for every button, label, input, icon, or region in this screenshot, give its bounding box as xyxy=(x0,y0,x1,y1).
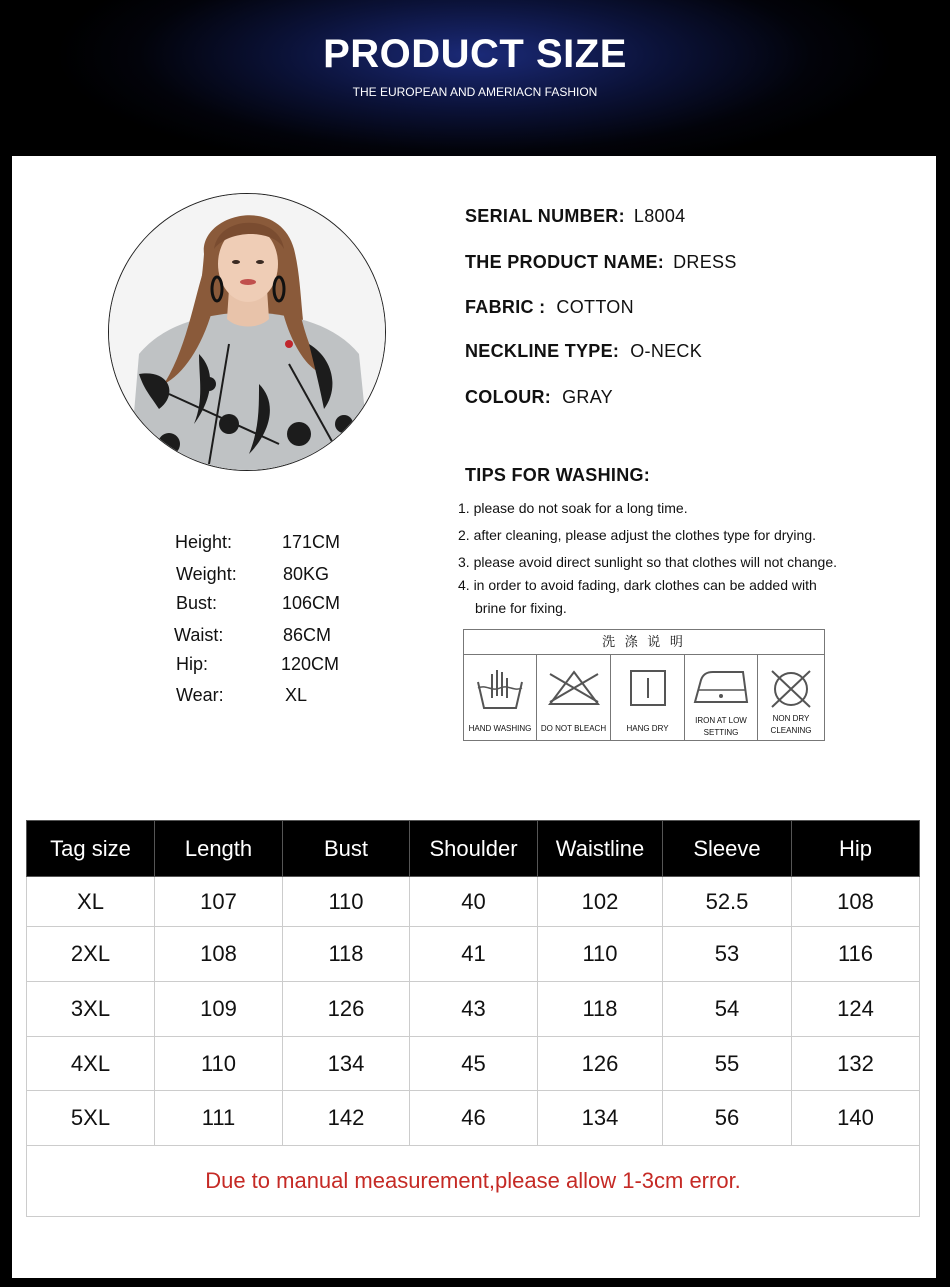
care-label: DO NOT BLEACH xyxy=(540,724,607,733)
hang-dry-icon xyxy=(628,668,668,708)
washing-tip: 2. after cleaning, please adjust the clothes type for drying. xyxy=(458,527,816,543)
table-cell: 108 xyxy=(792,877,920,927)
washing-tip: 1. please do not soak for a long time. xyxy=(458,500,688,516)
table-cell: 40 xyxy=(410,877,538,927)
header-waistline: Waistline xyxy=(538,821,663,877)
care-instructions xyxy=(463,629,825,741)
table-row xyxy=(27,877,920,927)
header-sleeve: Sleeve xyxy=(663,821,792,877)
table-cell: 56 xyxy=(663,1091,792,1146)
model-weight-value: 80KG xyxy=(283,564,330,584)
care-item-do-not-bleach xyxy=(537,654,611,740)
spec-value: DRESS xyxy=(673,252,737,272)
washing-tips-title: TIPS FOR WASHING: xyxy=(465,465,651,485)
table-cell: 110 xyxy=(538,927,663,982)
table-cell: 124 xyxy=(792,982,920,1037)
model-photo xyxy=(108,193,386,471)
table-cell: 43 xyxy=(410,982,538,1037)
table-cell: 126 xyxy=(283,982,410,1037)
size-table xyxy=(26,820,920,1217)
banner-title: PRODUCT SIZE xyxy=(323,32,627,76)
model-wear-label: Wear: xyxy=(176,685,224,705)
spec-value: COTTON xyxy=(556,297,634,317)
table-cell: 46 xyxy=(410,1091,538,1146)
size-table-header xyxy=(27,821,920,877)
spec-value: O-NECK xyxy=(630,341,703,361)
spec-product-name xyxy=(465,252,737,273)
spec-colour xyxy=(465,387,613,408)
washing-tip: 3. please avoid direct sunlight so that clothes will not change. xyxy=(458,554,838,570)
table-cell: 118 xyxy=(283,927,410,982)
table-cell: 110 xyxy=(155,1037,283,1091)
table-row xyxy=(27,927,920,982)
spec-serial-number xyxy=(465,206,685,227)
table-cell: 132 xyxy=(792,1037,920,1091)
table-cell: 116 xyxy=(792,927,920,982)
table-cell: 118 xyxy=(538,982,663,1037)
spec-label: FABRIC : xyxy=(465,297,546,317)
table-note-row xyxy=(27,1146,920,1217)
header-shoulder: Shoulder xyxy=(410,821,538,877)
model-hip-label: Hip: xyxy=(176,654,209,674)
table-cell: 53 xyxy=(663,927,792,982)
model-bust-label: Bust: xyxy=(176,593,218,613)
table-cell: 134 xyxy=(283,1037,410,1091)
table-row xyxy=(27,1091,920,1146)
no-dry-clean-icon xyxy=(768,668,814,710)
header-banner xyxy=(0,0,950,156)
table-cell: 110 xyxy=(283,877,410,927)
model-weight-label: Weight: xyxy=(176,564,237,584)
spec-neckline-type xyxy=(465,341,702,362)
header-hip: Hip xyxy=(792,821,920,877)
header-length: Length xyxy=(155,821,283,877)
model-bust-value: 106CM xyxy=(282,593,341,613)
model-wear-value: XL xyxy=(285,685,308,705)
spec-value: GRAY xyxy=(562,387,613,407)
spec-label: COLOUR: xyxy=(465,387,552,407)
table-cell: 108 xyxy=(155,927,283,982)
table-cell: 126 xyxy=(538,1037,663,1091)
spec-label: THE PRODUCT NAME: xyxy=(465,252,665,272)
table-cell: 52.5 xyxy=(663,877,792,927)
header-tag-size: Tag size xyxy=(27,821,155,877)
care-instructions-title: 洗 涤 说 明 xyxy=(464,630,824,655)
care-label: IRON AT LOW xyxy=(695,716,747,725)
table-cell: 5XL xyxy=(27,1091,155,1146)
care-label: CLEANING xyxy=(770,726,812,735)
care-item-hang-dry xyxy=(611,654,685,740)
hand-wash-icon xyxy=(474,668,526,712)
spec-value: L8004 xyxy=(633,206,686,226)
model-waist-value: 86CM xyxy=(283,625,332,645)
care-item-hand-washing xyxy=(464,654,537,740)
care-item-no-dry-clean xyxy=(758,654,824,740)
spec-label: NECKLINE TYPE: xyxy=(465,341,620,361)
table-row xyxy=(27,1037,920,1091)
table-cell: 4XL xyxy=(27,1037,155,1091)
do-not-bleach-icon xyxy=(546,668,602,708)
table-cell: 41 xyxy=(410,927,538,982)
spec-fabric xyxy=(465,297,634,318)
table-cell: 109 xyxy=(155,982,283,1037)
table-cell: 111 xyxy=(155,1091,283,1146)
table-cell: 2XL xyxy=(27,927,155,982)
model-height-label: Height: xyxy=(175,532,233,552)
iron-low-icon xyxy=(691,668,751,706)
table-cell: 142 xyxy=(283,1091,410,1146)
table-cell: 45 xyxy=(410,1037,538,1091)
table-cell: 102 xyxy=(538,877,663,927)
model-height-value: 171CM xyxy=(282,532,341,552)
table-cell: 134 xyxy=(538,1091,663,1146)
model-waist-label: Waist: xyxy=(174,625,224,645)
model-hip-value: 120CM xyxy=(281,654,340,674)
washing-tip: 4. in order to avoid fading, dark clothes can be added with xyxy=(458,577,817,593)
table-cell: 55 xyxy=(663,1037,792,1091)
care-label: SETTING xyxy=(703,728,739,737)
header-bust: Bust xyxy=(283,821,410,877)
care-label: NON DRY xyxy=(772,714,810,723)
spec-label: SERIAL NUMBER: xyxy=(465,206,625,226)
washing-tip: brine for fixing. xyxy=(475,600,567,616)
care-label: HANG DRY xyxy=(626,724,669,733)
care-item-iron-low xyxy=(685,654,758,740)
banner-subtitle: THE EUROPEAN AND AMERIACN FASHION xyxy=(352,85,598,99)
care-label: HAND WASHING xyxy=(468,724,532,733)
table-cell: 54 xyxy=(663,982,792,1037)
table-cell: 3XL xyxy=(27,982,155,1037)
table-cell: XL xyxy=(27,877,155,927)
table-row xyxy=(27,982,920,1037)
table-cell: 140 xyxy=(792,1091,920,1146)
measurement-note: Due to manual measurement,please allow 1-3cm error. xyxy=(27,1146,920,1217)
table-cell: 107 xyxy=(155,877,283,927)
